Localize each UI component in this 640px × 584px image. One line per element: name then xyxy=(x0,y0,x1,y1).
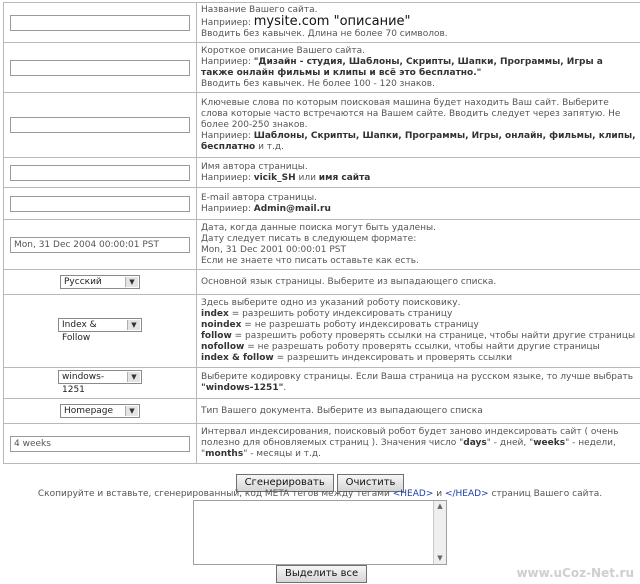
keywords-help-2: Наприиер: Шаблоны, Скрипты, Шапки, Программы, Игры, онлайн, фильмы, клипы, бесплатно и т.д. xyxy=(201,130,636,152)
copy-hint: Скопируйте и вставьте, сгенерированный, код META тегов между тегами <HEAD> и </HEAD> страниц Вашего сайта. xyxy=(37,489,603,499)
description-input[interactable] xyxy=(10,60,190,76)
description-example: "Дизайн - студия, Шаблоны, Скрипты, Шапки, Программы, Игры а также онлайн фильмы и клипы и всё это бесплатно." xyxy=(201,56,603,78)
keywords-help-1: Ключевые слова по которым поисковая машина будет находить Ваш сайт. Выберите слова которые часто встречаются на Вашем сайте. Вводить следует через запятую. Не более 200-250 знаков. xyxy=(201,97,621,130)
charset-help: Выберите кодировку страницы. Если Ваша страница на русском языке, то лучше выбрать "windows-1251". xyxy=(201,372,634,393)
robots-select[interactable]: Index & Follow ▼ xyxy=(58,318,142,332)
email-input[interactable] xyxy=(10,196,190,212)
row-doctype xyxy=(4,399,640,424)
robots-help-nofollow: nofollow = не разрешать роботу проверять ссылки, чтобы найти другие страницы xyxy=(201,342,600,352)
title-help-1: Название Вашего сайта. xyxy=(201,5,318,15)
chevron-down-icon: ▼ xyxy=(125,277,138,287)
description-help-3: Вводить без кавычек. Не более 100 - 120 знаков. xyxy=(201,78,435,89)
revisit-help: Интервал индексирования, поисковый робот будет заново индексировать сайт ( очень полезно для обновляемых страниц ). Значения число "days" - дней, "weeks" - недели, "months" - месяцы и т.д. xyxy=(201,427,619,459)
author-help-2: Наприиер: vicik_SH или имя сайта xyxy=(201,172,371,183)
robots-help-index-follow: index & follow = разрешить индексировать и проверять ссылки xyxy=(201,353,513,363)
clear-button[interactable]: Очистить xyxy=(337,474,405,492)
select-all-wrap xyxy=(276,565,367,583)
row-expires xyxy=(4,220,640,270)
scroll-down-icon[interactable]: ▼ xyxy=(437,554,443,562)
doctype-select[interactable]: Homepage ▼ xyxy=(60,404,140,418)
expires-help-3: Mon, 31 Dec 2001 00:00:01 PST xyxy=(201,244,346,255)
chevron-down-icon: ▼ xyxy=(125,406,138,416)
email-help-2: Наприиер: Admin@mail.ru xyxy=(201,203,331,214)
row-email xyxy=(4,188,640,220)
author-help-1: Имя автора страницы. xyxy=(201,161,308,172)
select-all-button[interactable]: Выделить все xyxy=(276,565,367,583)
language-help: Основной язык страницы. Выберите из выпадающего списка. xyxy=(201,276,497,287)
generate-button[interactable]: Сгенерировать xyxy=(236,474,334,492)
description-help-2: Наприиер: "Дизайн - студия, Шаблоны, Скрипты, Шапки, Программы, Игры а также онлайн фильмы и клипы и всё это бесплатно." xyxy=(201,56,603,78)
keywords-example: Шаблоны, Скрипты, Шапки, Программы, Игры, онлайн, фильмы, клипы, бесплатно xyxy=(201,130,636,152)
keywords-input[interactable] xyxy=(10,117,190,133)
description-help-1: Короткое описание Вашего сайта. xyxy=(201,45,366,56)
meta-generator-table xyxy=(3,2,640,464)
robots-help-follow: follow = разрешить роботу проверять ссылки на странице, чтобы найти другие страницы xyxy=(201,331,636,341)
title-help-3: Вводить без кавычек. Длина не более 70 символов. xyxy=(201,29,448,39)
chevron-down-icon: ▼ xyxy=(127,320,140,330)
expires-help-2: Дату следует писать в следующем формате: xyxy=(201,233,417,244)
row-author xyxy=(4,158,640,188)
expires-input[interactable]: Mon, 31 Dec 2004 00:00:01 PST xyxy=(10,237,190,253)
row-robots xyxy=(4,295,640,368)
email-example: Admin@mail.ru xyxy=(253,203,331,214)
doctype-help: Тип Вашего документа. Выберите из выпадающего списка xyxy=(201,405,483,416)
row-keywords xyxy=(4,93,640,158)
email-help-1: E-mail автора страницы. xyxy=(201,192,317,203)
row-revisit xyxy=(4,424,640,464)
robots-help-index: index = разрешить роботу индексировать страницу xyxy=(201,309,453,319)
watermark: www.uCoz-Net.ru xyxy=(516,566,634,580)
revisit-input[interactable]: 4 weeks xyxy=(10,436,190,452)
row-description xyxy=(4,43,640,93)
row-site-title xyxy=(4,3,640,43)
site-title-input[interactable] xyxy=(10,15,190,31)
robots-help-intro: Здесь выберите одно из указаний роботу поисковику. xyxy=(201,298,461,308)
author-input[interactable] xyxy=(10,165,190,181)
title-help-2: Наприиер: mysite.com "описание" xyxy=(201,14,411,29)
output-textarea[interactable] xyxy=(193,500,447,565)
chevron-down-icon: ▼ xyxy=(127,372,140,382)
robots-help-noindex: noindex = не разрешать роботу индексировать страницу xyxy=(201,320,479,330)
scroll-up-icon[interactable]: ▲ xyxy=(437,502,443,510)
textarea-scrollbar[interactable] xyxy=(433,501,446,564)
row-charset xyxy=(4,368,640,399)
language-select[interactable]: Русский ▼ xyxy=(60,275,140,289)
row-language xyxy=(4,270,640,295)
title-example: mysite.com "описание" xyxy=(253,14,411,29)
expires-help-4: Если не знаете что писать оставьте как есть. xyxy=(201,255,419,266)
expires-help-1: Дата, когда данные поиска могут быть удалены. xyxy=(201,222,437,233)
charset-select[interactable]: windows-1251 ▼ xyxy=(58,370,142,384)
